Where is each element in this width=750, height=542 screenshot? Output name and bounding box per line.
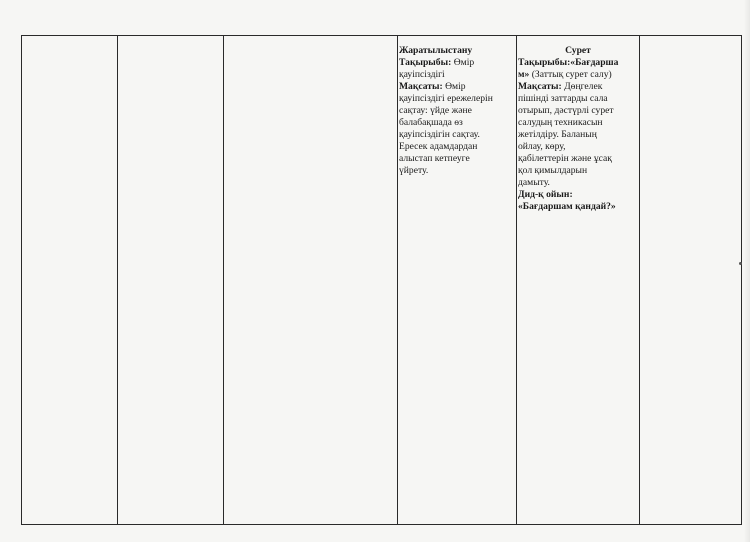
art-body-line: ойлау, көру, — [518, 141, 566, 152]
nature-goal-line1: Өмір — [445, 81, 466, 92]
column-divider — [639, 36, 640, 524]
art-topic-row — [518, 69, 638, 81]
nature-body-line: қауіпсіздігін сақтау. — [399, 129, 480, 140]
nature-cell — [399, 45, 514, 177]
nature-body-line: үйрету. — [399, 165, 429, 176]
scan-dot — [739, 262, 742, 265]
nature-body-line: Ересек адамдардан — [399, 141, 478, 152]
nature-topic-row — [399, 57, 514, 69]
art-game-title: «Бағдаршам қандай?» — [518, 201, 616, 212]
column-divider — [117, 36, 118, 524]
nature-body-line: сақтау: үйде және — [399, 105, 472, 116]
art-body-line: отырып, дәстүрлі сурет — [518, 105, 614, 116]
column-divider — [397, 36, 398, 524]
nature-goal-row — [399, 81, 514, 93]
nature-heading: Жаратылыстану — [399, 45, 473, 56]
scan-edge-shadow — [744, 0, 750, 542]
art-goal-line1: Дөңгелек — [564, 81, 603, 92]
nature-goal-label: Мақсаты: — [399, 81, 443, 92]
art-body-line: салудың техникасын — [518, 117, 603, 128]
art-game-label: Дид-қ ойын: — [518, 189, 573, 200]
nature-body-line: алыстап кетпеуге — [399, 153, 470, 164]
art-goal-row — [518, 81, 638, 93]
nature-body-line: балабақшада өз — [399, 117, 463, 128]
art-body-line: жетілдіру. Баланың — [518, 129, 597, 140]
column-divider — [516, 36, 517, 524]
art-goal-label: Мақсаты: — [518, 81, 562, 92]
art-topic-label-end: м» — [518, 69, 530, 80]
art-body-line: қабілеттерін және ұсақ — [518, 153, 612, 164]
nature-topic-label: Тақырыбы: — [399, 57, 452, 68]
nature-topic-line1: Өмір — [453, 57, 475, 68]
nature-body-line: қауіпсіздігі ережелерін — [399, 93, 493, 104]
art-body-line: қол қимылдарын — [518, 165, 588, 176]
art-body-line: пішінді заттарды сала — [518, 93, 608, 104]
art-cell — [518, 45, 638, 213]
nature-topic-line2: қауіпсіздігі — [399, 69, 445, 80]
art-body-line: дамыту. — [518, 177, 550, 188]
art-heading: Сурет — [565, 45, 591, 56]
art-topic-label: Тақырыбы:«Бағдарша — [518, 57, 619, 68]
column-divider — [223, 36, 224, 524]
art-topic-rest: (Заттық сурет салу) — [529, 69, 612, 80]
